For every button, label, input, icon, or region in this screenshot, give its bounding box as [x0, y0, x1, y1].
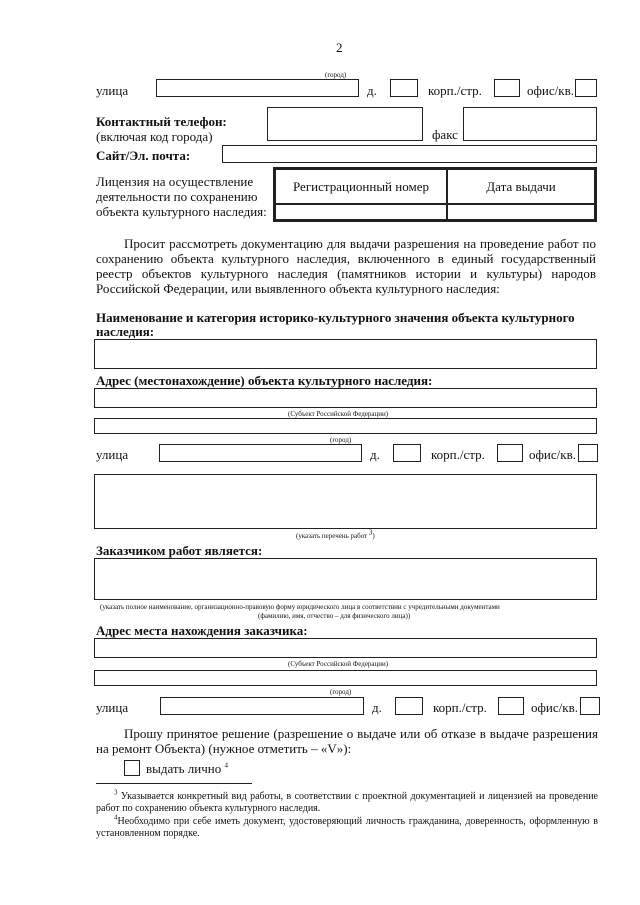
- object-subject-input[interactable]: [94, 388, 597, 408]
- issue-in-person-label: выдать лично $^4$: [146, 761, 228, 776]
- issue-in-person-checkbox[interactable]: [124, 760, 140, 776]
- phone-input[interactable]: [267, 107, 423, 141]
- customer-caption-2: (фамилию, имя, отчество – для физического лица)): [258, 612, 411, 620]
- object-building-input[interactable]: [497, 444, 523, 462]
- object-street-input[interactable]: [159, 444, 362, 462]
- customer-heading: Заказчиком работ является:: [96, 543, 263, 558]
- street-label: улица: [96, 83, 129, 98]
- street-input[interactable]: [156, 79, 359, 97]
- license-label-2: деятельности по сохранению: [96, 189, 258, 204]
- object-name-input[interactable]: [94, 339, 597, 369]
- page-number: 2: [336, 40, 343, 55]
- license-issue-date-input[interactable]: [447, 204, 595, 220]
- building-label: корп./стр.: [428, 83, 482, 98]
- fax-input[interactable]: [463, 107, 597, 141]
- works-list-input[interactable]: [94, 474, 597, 529]
- site-input[interactable]: [222, 145, 597, 163]
- customer-city-caption: (город): [330, 688, 352, 696]
- customer-caption-1: (указать полное наименование, организационно-правовую форму юридического лица в соответствии с учредительными документами: [100, 603, 500, 611]
- customer-street-label: улица: [96, 700, 129, 715]
- footnote-3: $^3$ Указывается конкретный вид работы, в соответствии с проектной документацией и лицензией на проведение работ по сохранению объекта культурного наследия.: [96, 788, 598, 814]
- customer-city-input[interactable]: [94, 670, 597, 686]
- office-input[interactable]: [575, 79, 597, 97]
- customer-house-input[interactable]: [395, 697, 423, 715]
- decision-paragraph: Прошу принятое решение (разрешение о выдаче или об отказе в выдаче разрешения на ремонт Объекта) (нужное отметить – «V»):: [96, 726, 598, 756]
- license-reg-number-input[interactable]: [275, 204, 447, 220]
- customer-office-label: офис/кв.: [531, 700, 578, 715]
- license-label-1: Лицензия на осуществление: [96, 174, 254, 189]
- customer-street-input[interactable]: [160, 697, 364, 715]
- city-caption: (город): [325, 71, 347, 79]
- phone-sublabel: (включая код города): [96, 129, 213, 144]
- object-office-input[interactable]: [578, 444, 598, 462]
- license-col-issue-date: Дата выдачи: [447, 169, 595, 204]
- customer-subject-input[interactable]: [94, 638, 597, 658]
- site-label: Сайт/Эл. почта:: [96, 148, 191, 163]
- customer-subject-caption: (Субъект Российской Федерации): [288, 660, 389, 668]
- house-input[interactable]: [390, 79, 418, 97]
- fax-label: факс: [432, 127, 458, 142]
- customer-input[interactable]: [94, 558, 597, 600]
- footnote-separator: [96, 783, 252, 784]
- object-address-heading: Адрес (местонахождение) объекта культурного наследия:: [96, 373, 433, 388]
- object-building-label: корп./стр.: [431, 447, 485, 462]
- phone-label: Контактный телефон:: [96, 114, 227, 129]
- object-house-label: д.: [370, 447, 380, 462]
- customer-building-input[interactable]: [498, 697, 524, 715]
- building-input[interactable]: [494, 79, 520, 97]
- license-label-3: объекта культурного наследия:: [96, 204, 267, 219]
- works-caption: (указать перечень работ $^3$): [296, 528, 375, 540]
- object-subject-caption: (Субъект Российской Федерации): [288, 410, 389, 418]
- object-office-label: офис/кв.: [529, 447, 576, 462]
- house-label: д.: [367, 83, 377, 98]
- object-street-label: улица: [96, 447, 129, 462]
- object-city-input[interactable]: [94, 418, 597, 434]
- object-name-heading-2: наследия:: [96, 324, 155, 339]
- customer-address-heading: Адрес места нахождения заказчика:: [96, 623, 308, 638]
- request-paragraph: Просит рассмотреть документацию для выдачи разрешения на проведение работ по сохранению объекта культурного наследия, включенного в единый государственный реестр объектов культурного наследия (памятников истории и культуры) народов Российской Федерации, или выявленного объекта культурного наследия:: [96, 236, 596, 296]
- customer-building-label: корп./стр.: [433, 700, 487, 715]
- object-house-input[interactable]: [393, 444, 421, 462]
- customer-office-input[interactable]: [580, 697, 600, 715]
- object-name-heading-1: Наименование и категория историко-культурного значения объекта культурного: [96, 310, 575, 325]
- customer-house-label: д.: [372, 700, 382, 715]
- license-col-reg-number: Регистрационный номер: [275, 169, 447, 204]
- office-label: офис/кв.: [527, 83, 574, 98]
- object-city-caption: (город): [330, 436, 352, 444]
- footnote-4: $^4$Необходимо при себе иметь документ, удостоверяющий личность гражданина, доверенность, оформленную в установленном порядке.: [96, 813, 598, 839]
